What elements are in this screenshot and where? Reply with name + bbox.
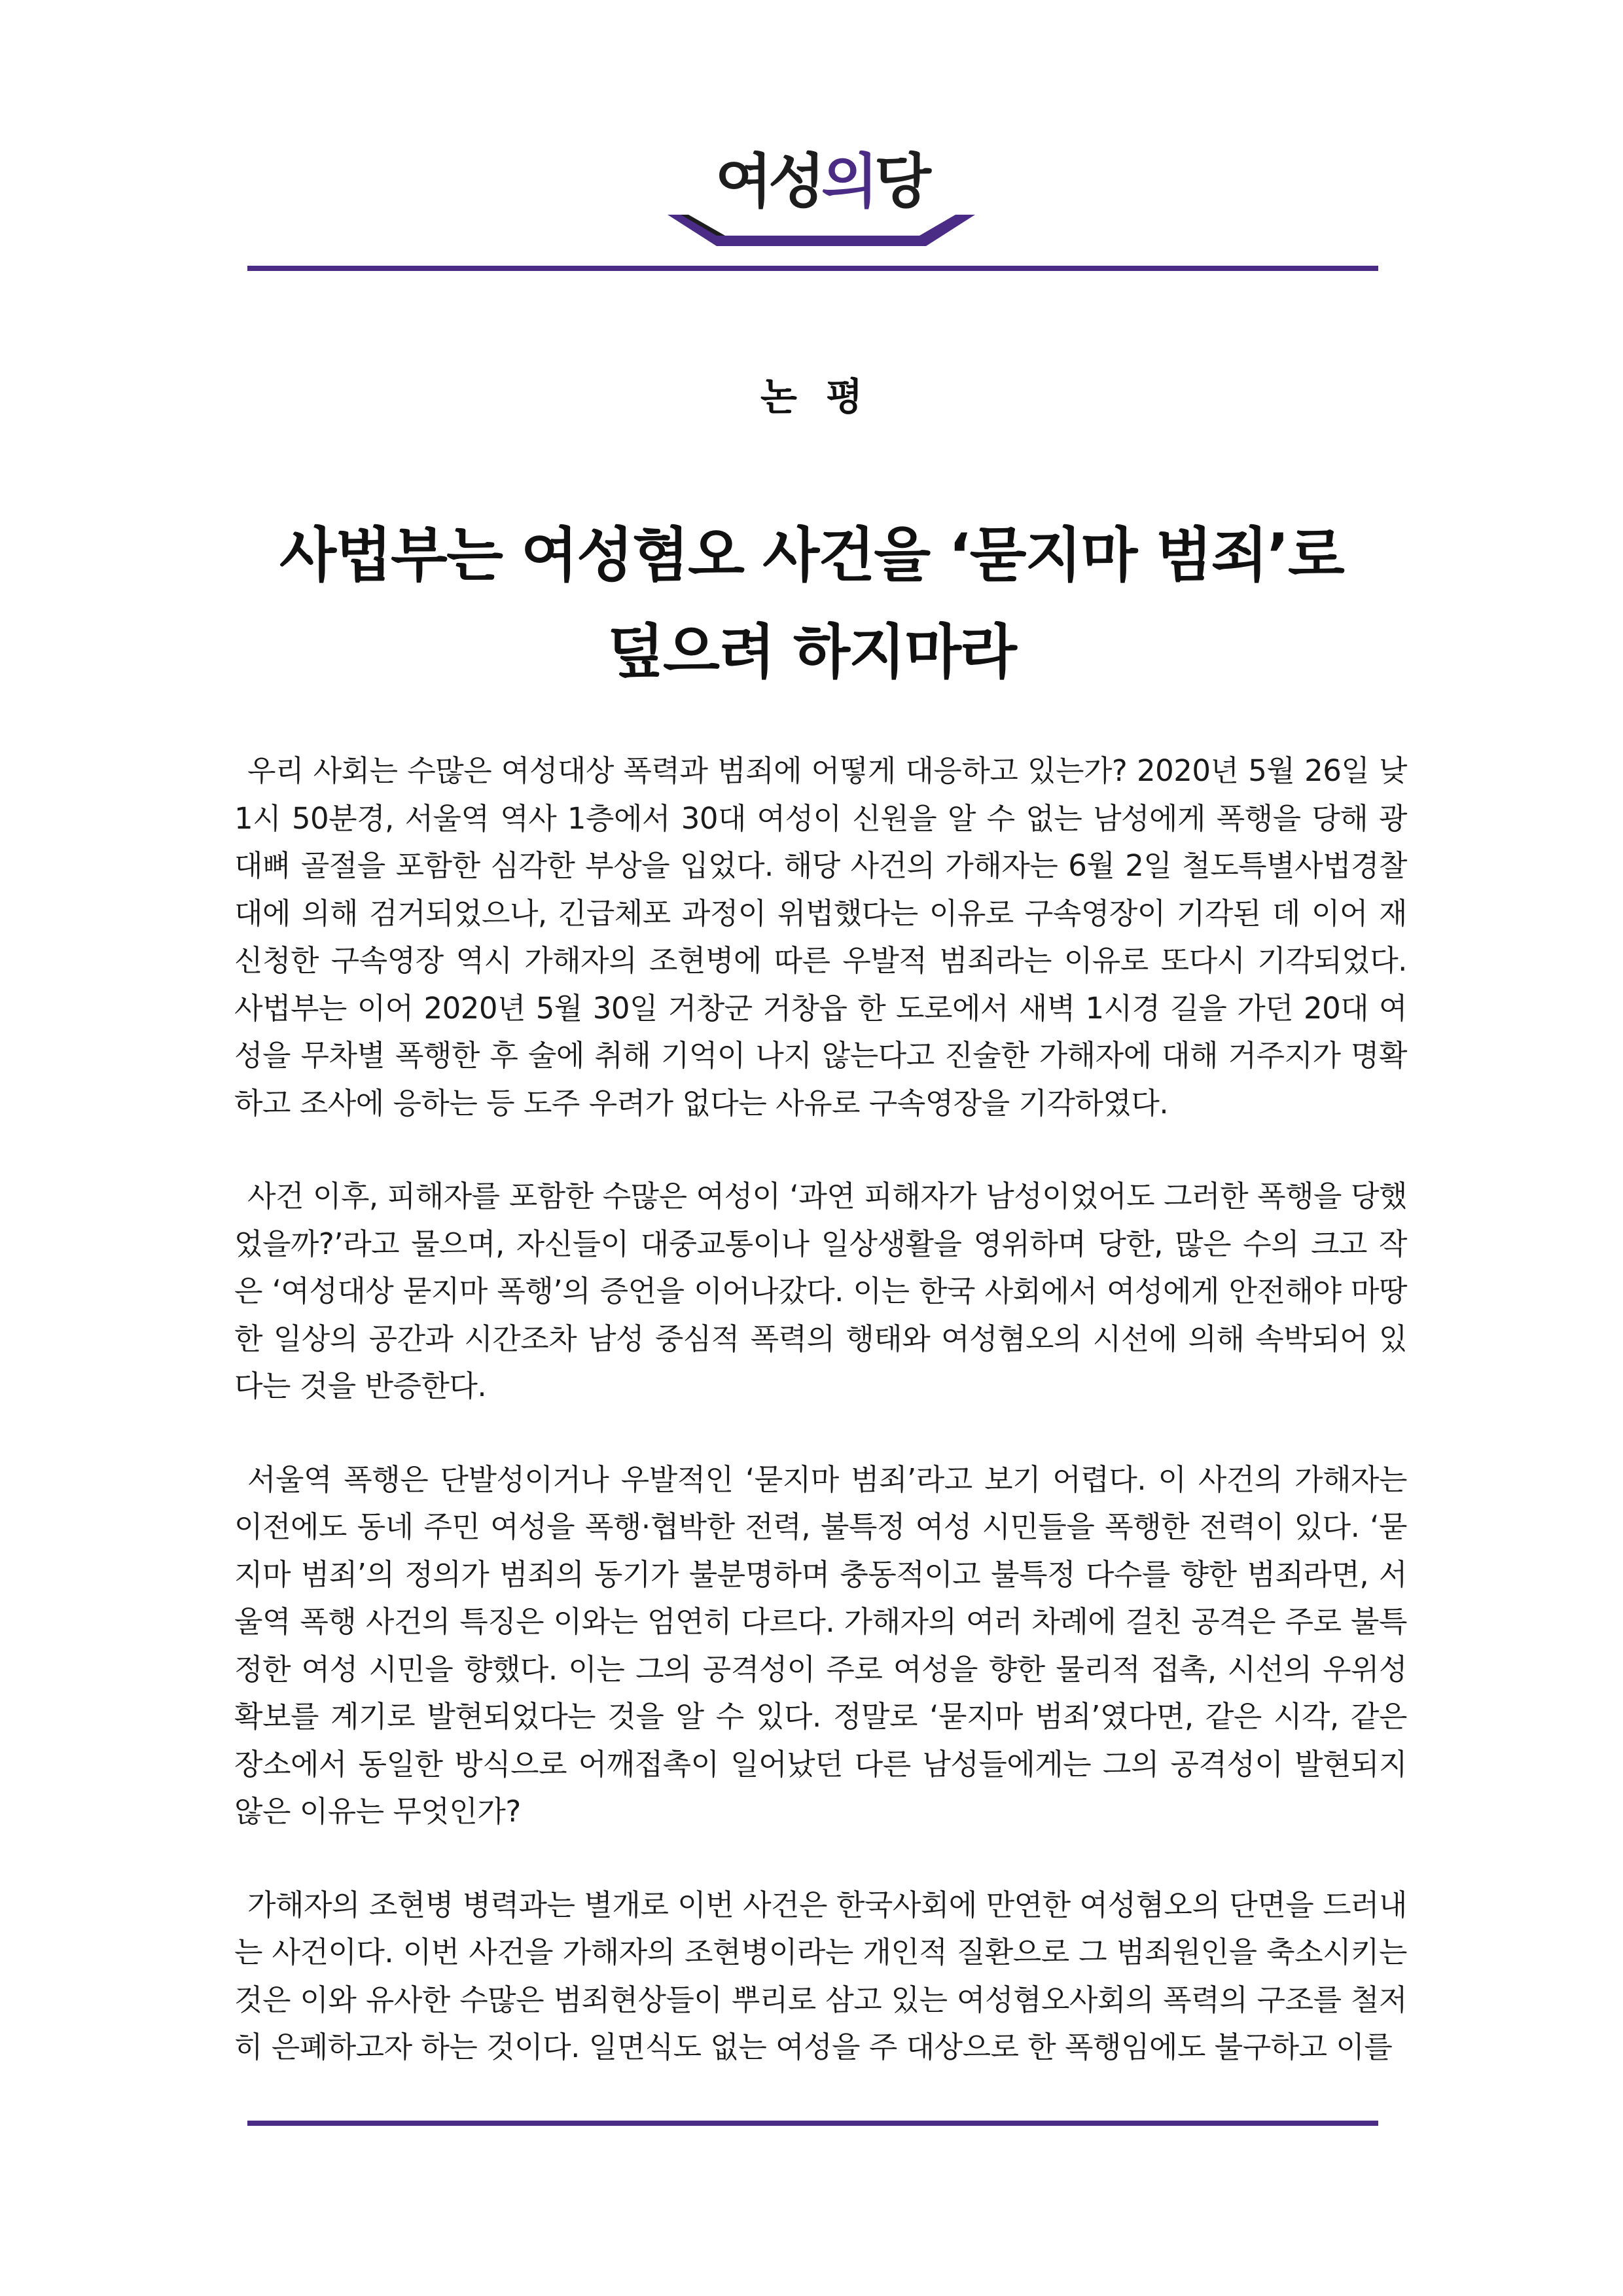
body-paragraph-2: 사건 이후, 피해자를 포함한 수많은 여성이 ‘과연 피해자가 남성이었어도 그러한 폭행을 당했었을까?’라고 물으며, 자신들이 대중교통이나 일상생활을 영위하며 당한, 많은 수의 크고 작은 ‘여성대상 묻지마 폭행’의 증언을 이어나갔다. 이는 한국 사회에서 여성에게 안전해야 마땅한 일상의 공간과 시간조차 남성 중심적 폭력의 행태와 여성혐오의 시선에 의해 속박되어 있다는 것을 반증한다. <box>234 1179 1407 1403</box>
header-divider <box>247 266 1378 271</box>
body-paragraph-4: 가해자의 조현병 병력과는 별개로 이번 사건은 한국사회에 만연한 여성혐오의 단면을 드러내는 사건이다. 이번 사건을 가해자의 조현병이라는 개인적 질환으로 그 범죄원인을 축소시키는 것은 이와 유사한 수많은 범죄현상들이 뿌리로 삼고 있는 여성혐오사회의 폭력의 구조를 철저히 은폐하고자 하는 것이다. 일면식도 없는 여성을 주 대상으로 한 폭행임에도 불구하고 이를 <box>234 1887 1407 2064</box>
document-title <box>196 507 1427 701</box>
body-paragraph-3: 서울역 폭행은 단발성이거나 우발적인 ‘묻지마 범죄’라고 보기 어렵다. 이 사건의 가해자는 이전에도 동네 주민 여성을 폭행·협박한 전력, 불특정 여성 시민들을 폭행한 전력이 있다. ‘묻지마 범죄’의 정의가 범죄의 동기가 불분명하며 충동적이고 불특정 다수를 향한 범죄라면, 서울역 폭행 사건의 특징은 이와는 엄연히 다르다. 가해자의 여러 차례에 걸친 공격은 주로 불특정한 여성 시민을 향했다. 이는 그의 공격성이 주로 여성을 향한 물리적 접촉, 시선의 우위성 확보를 계기로 발현되었다는 것을 알 수 있다. 정말로 ‘묻지마 범죄’였다면, 같은 시각, 같은 장소에서 동일한 방식으로 어깨접촉이 일어났던 다른 남성들에게는 그의 공격성이 발현되지 않은 이유는 무엇인가? <box>234 1462 1407 1829</box>
logo-prefix: 여성 <box>715 147 821 216</box>
title-line-1: 사법부는 여성혐오 사건을 ‘묻지마 범죄’로 <box>279 521 1344 590</box>
logo-chevron-icon <box>668 195 975 247</box>
document-type-label: 논 평 <box>760 374 863 419</box>
title-line-2: 덮으려 하지마라 <box>607 618 1016 687</box>
footer-divider <box>247 2121 1378 2126</box>
logo-accent: 의 <box>821 147 874 216</box>
party-logo <box>668 149 975 247</box>
body-paragraph-1: 우리 사회는 수많은 여성대상 폭력과 범죄에 어떻게 대응하고 있는가? 2020년 5월 26일 낮 1시 50분경, 서울역 역사 1층에서 30대 여성이 신원을 알 수 없는 남성에게 폭행을 당해 광대뼈 골절을 포함한 심각한 부상을 입었다. 해당 사건의 가해자는 6월 2일 철도특별사법경찰대에 의해 검거되었으나, 긴급체포 과정이 위법했다는 이유로 구속영장이 기각된 데 이어 재신청한 구속영장 역시 가해자의 조현병에 따른 우발적 범죄라는 이유로 또다시 기각되었다. 사법부는 이어 2020년 5월 30일 거창군 거창읍 한 도로에서 새벽 1시경 길을 가던 20대 여성을 무차별 폭행한 후 술에 취해 기억이 나지 않는다고 진술한 가해자에 대해 거주지가 명확하고 조사에 응하는 등 도주 우려가 없다는 사유로 구속영장을 기각하였다. <box>234 753 1407 1121</box>
document-body <box>234 747 1407 2117</box>
logo-suffix: 당 <box>874 147 927 216</box>
